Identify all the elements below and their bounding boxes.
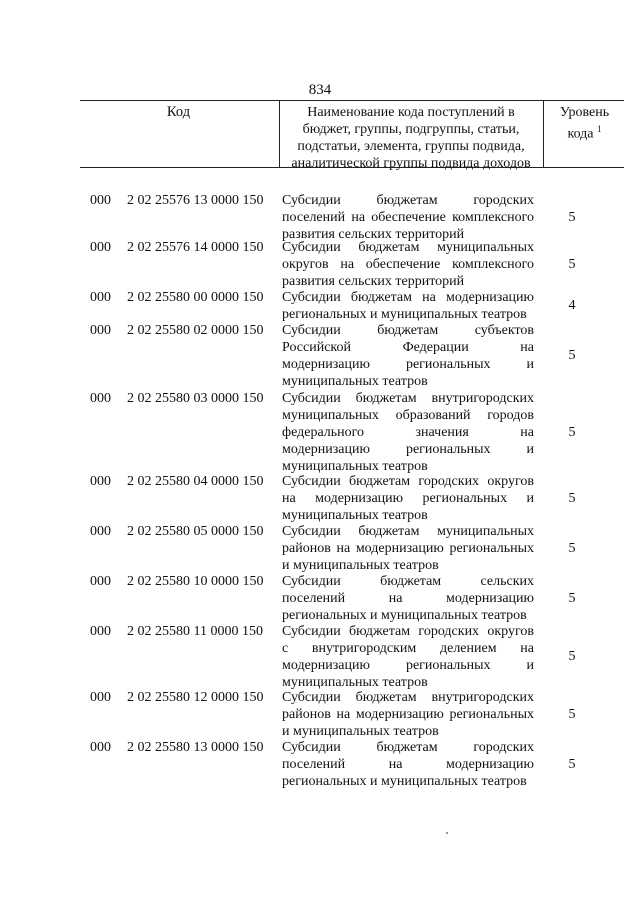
row-name <box>282 390 534 475</box>
row-code: 2 02 25580 04 0000 150 <box>127 474 264 489</box>
row-level: 5 <box>568 348 576 363</box>
row-name-line: муниципальных театров <box>282 675 428 690</box>
header-name-line: Наименование кода поступлений в <box>307 105 515 120</box>
row-level: 5 <box>568 757 576 772</box>
row-level: 5 <box>568 210 576 225</box>
row-prefix: 000 <box>90 524 111 539</box>
header-level-line <box>545 121 624 143</box>
row-name-line: и муниципальных театров <box>282 558 439 573</box>
row-name-line: муниципальных театров <box>282 459 428 474</box>
row-level: 5 <box>568 257 576 272</box>
row-name-line: Субсидии бюджетам внутригородских <box>282 391 534 406</box>
row-prefix: 000 <box>90 323 111 338</box>
row-name <box>282 623 534 691</box>
row-name-line: округов на обеспечение комплексного <box>282 257 534 272</box>
header-name-line: бюджет, группы, подгруппы, статьи, <box>302 122 520 137</box>
row-name-line: региональных и муниципальных театров <box>282 608 527 623</box>
row-code: 2 02 25580 11 0000 150 <box>127 624 263 639</box>
row-level: 5 <box>568 649 576 664</box>
header-level-text: кода <box>567 126 594 142</box>
row-prefix: 000 <box>90 474 111 489</box>
row-prefix: 000 <box>90 690 111 705</box>
row-level: 5 <box>568 707 576 722</box>
row-code: 2 02 25580 00 0000 150 <box>127 290 264 305</box>
row-name <box>282 239 534 290</box>
row-level: 5 <box>568 491 576 506</box>
row-prefix: 000 <box>90 574 111 589</box>
row-name-line: Субсидии бюджетам внутригородских <box>282 690 534 705</box>
row-code: 2 02 25580 12 0000 150 <box>127 690 264 705</box>
table-header <box>80 100 624 171</box>
row-name-line: модернизацию региональных и <box>282 658 534 673</box>
row-name-line: Субсидии бюджетам городских <box>282 193 534 208</box>
row-code: 2 02 25576 14 0000 150 <box>127 240 264 255</box>
row-name-line: Субсидии бюджетам субъектов <box>282 323 534 338</box>
row-name-line: региональных и муниципальных театров <box>282 307 527 322</box>
row-prefix: 000 <box>90 290 111 305</box>
row-name-line: региональных и муниципальных театров <box>282 774 527 789</box>
row-name-line: поселений на модернизацию <box>282 757 534 772</box>
row-name-line: развития сельских территорий <box>282 274 465 289</box>
header-name-line: аналитической группы подвида доходов <box>291 156 531 171</box>
row-level: 4 <box>568 298 576 313</box>
row-name-line: районов на модернизацию региональных <box>282 541 534 556</box>
row-code: 2 02 25580 02 0000 150 <box>127 323 264 338</box>
row-prefix: 000 <box>90 193 111 208</box>
row-code: 2 02 25576 13 0000 150 <box>127 193 264 208</box>
footnote-marker: 1 <box>597 124 602 134</box>
row-name-line: Субсидии бюджетам городских <box>282 740 534 755</box>
row-name-line: Субсидии бюджетам муниципальных <box>282 240 534 255</box>
page-number: 834 <box>308 82 332 98</box>
row-name-line: муниципальных театров <box>282 508 428 523</box>
row-code: 2 02 25580 05 0000 150 <box>127 524 264 539</box>
row-name <box>282 289 534 323</box>
row-name-line: Субсидии бюджетам городских округов <box>282 624 534 639</box>
row-name-line: поселений на обеспечение комплексного <box>282 210 534 225</box>
row-name-line: и муниципальных театров <box>282 724 439 739</box>
row-code: 2 02 25580 13 0000 150 <box>127 740 264 755</box>
row-name-line: Субсидии бюджетам городских округов <box>282 474 534 489</box>
row-name <box>282 573 534 624</box>
row-prefix: 000 <box>90 240 111 255</box>
row-name-line: развития сельских территорий <box>282 227 465 242</box>
header-name <box>280 104 542 172</box>
header-level <box>545 104 624 143</box>
row-name-line: модернизацию региональных и <box>282 442 534 457</box>
row-name-line: с внутригородским делением на <box>282 641 534 656</box>
row-level: 5 <box>568 591 576 606</box>
row-name-line: Российской Федерации на <box>282 340 534 355</box>
scan-speck <box>446 832 448 834</box>
row-name <box>282 739 534 790</box>
row-name <box>282 523 534 574</box>
row-name-line: поселений на модернизацию <box>282 591 534 606</box>
row-name-line: федерального значения на <box>282 425 534 440</box>
header-name-line: подстатьи, элемента, группы подвида, <box>297 139 525 154</box>
row-level: 5 <box>568 425 576 440</box>
row-name-line: муниципальных театров <box>282 374 428 389</box>
row-prefix: 000 <box>90 740 111 755</box>
row-code: 2 02 25580 03 0000 150 <box>127 391 264 406</box>
row-code: 2 02 25580 10 0000 150 <box>127 574 264 589</box>
row-name-line: на модернизацию региональных и <box>282 491 534 506</box>
row-name <box>282 322 534 390</box>
header-divider <box>543 101 544 167</box>
row-name-line: Субсидии бюджетам на модернизацию <box>282 290 534 305</box>
row-name <box>282 689 534 740</box>
row-name-line: модернизацию региональных и <box>282 357 534 372</box>
row-name-line: муниципальных образований городов <box>282 408 534 423</box>
row-name-line: Субсидии бюджетам сельских <box>282 574 534 589</box>
row-prefix: 000 <box>90 391 111 406</box>
row-name-line: районов на модернизацию региональных <box>282 707 534 722</box>
row-name <box>282 473 534 524</box>
row-level: 5 <box>568 541 576 556</box>
header-code: Код <box>166 104 191 120</box>
row-name <box>282 192 534 243</box>
row-name-line: Субсидии бюджетам муниципальных <box>282 524 534 539</box>
row-prefix: 000 <box>90 624 111 639</box>
header-level-line: Уровень <box>559 105 610 120</box>
